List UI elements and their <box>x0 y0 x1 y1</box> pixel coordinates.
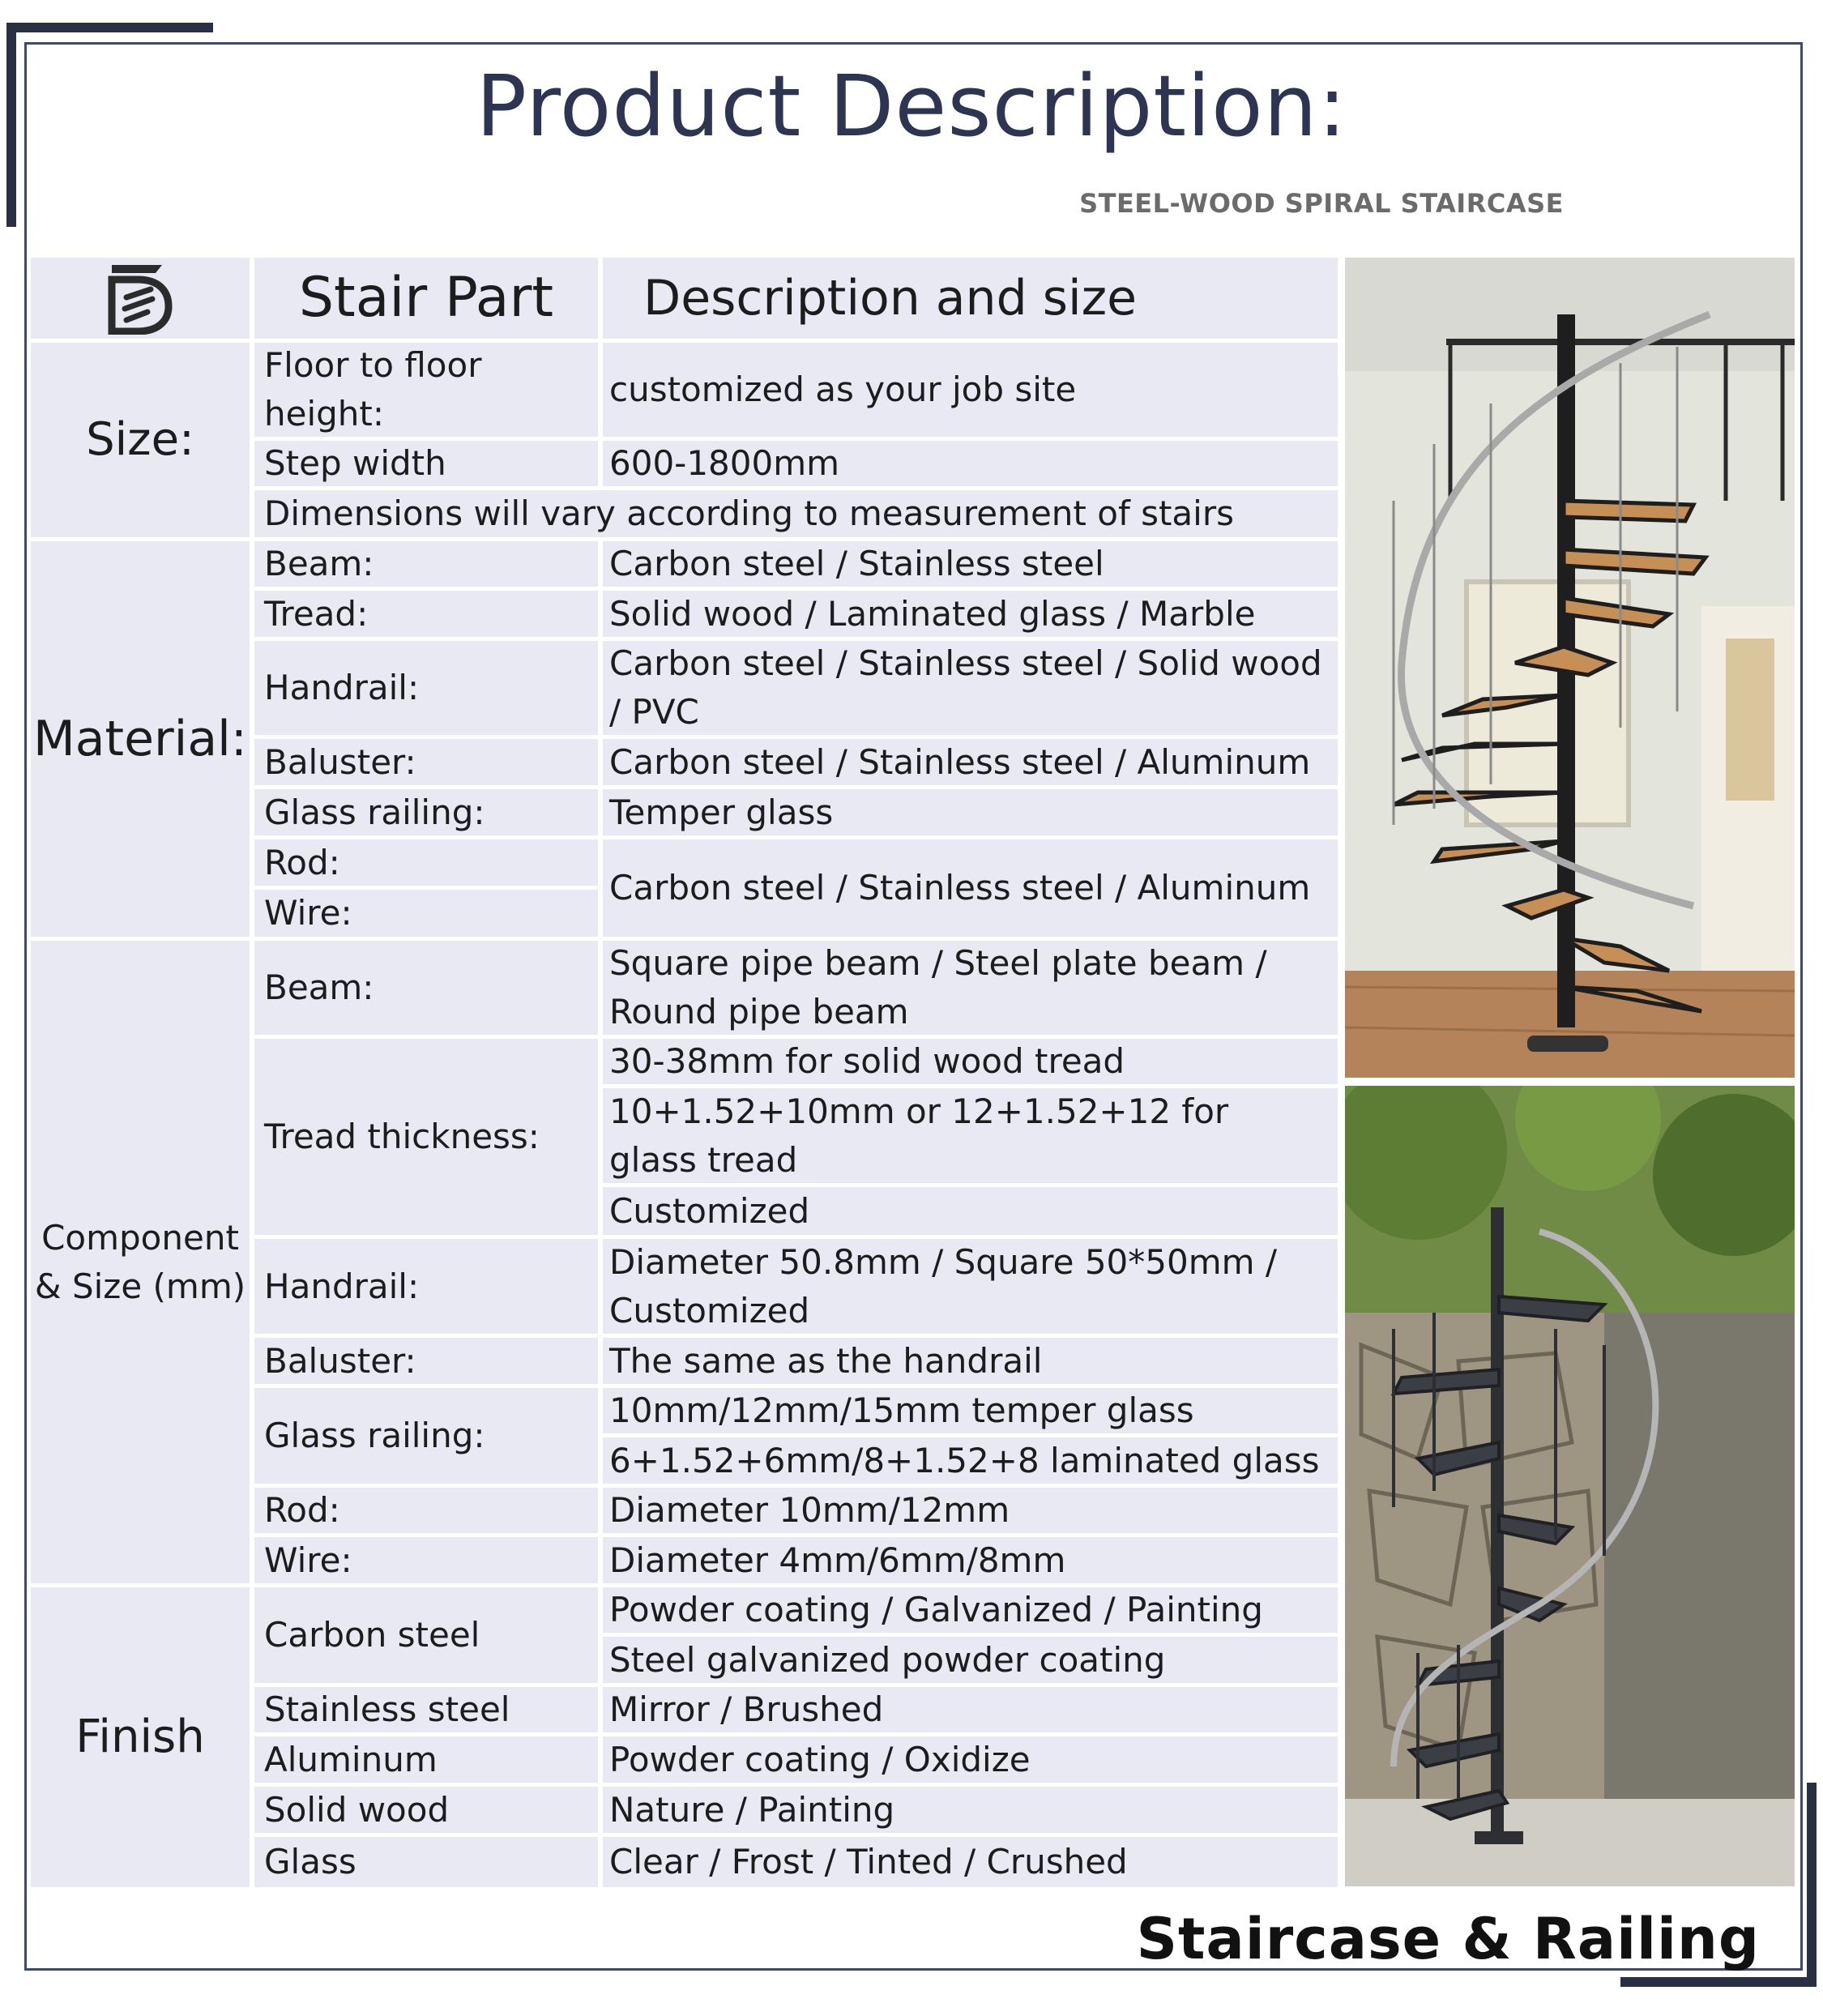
desc-step-width: 600-1800mm <box>603 441 1338 486</box>
part-component-handrail: Handrail: <box>254 1239 598 1334</box>
corner-decoration-right <box>1807 1783 1817 1985</box>
part-component-beam: Beam: <box>254 941 598 1035</box>
desc-component-tread-3: Customized <box>603 1187 1338 1235</box>
group-size: Size: <box>31 343 250 537</box>
part-finish-wood: Solid wood <box>254 1787 598 1833</box>
part-component-wire: Wire: <box>254 1537 598 1583</box>
part-material-glass: Glass railing: <box>254 789 598 835</box>
group-material: Material: <box>31 541 250 937</box>
desc-component-tread-2: 10+1.52+10mm or 12+1.52+12 for glass tread <box>603 1088 1338 1183</box>
part-finish-glass: Glass <box>254 1837 598 1887</box>
part-component-baluster: Baluster: <box>254 1338 598 1384</box>
desc-material-handrail: Carbon steel / Stainless steel / Solid wood / PVC <box>603 641 1338 735</box>
desc-component-baluster: The same as the handrail <box>603 1338 1338 1384</box>
desc-finish-carbon-2: Steel galvanized powder coating <box>603 1637 1338 1683</box>
desc-material-glass: Temper glass <box>603 789 1338 835</box>
desc-component-tread-1: 30-38mm for solid wood tread <box>603 1039 1338 1084</box>
desc-material-baluster: Carbon steel / Stainless steel / Aluminum <box>603 739 1338 785</box>
part-material-tread: Tread: <box>254 591 598 637</box>
desc-finish-stainless: Mirror / Brushed <box>603 1687 1338 1732</box>
part-component-rod: Rod: <box>254 1488 598 1533</box>
desc-component-glass-2: 6+1.52+6mm/8+1.52+8 laminated glass <box>603 1437 1338 1484</box>
desc-component-handrail: Diameter 50.8mm / Square 50*50mm / Customized <box>603 1239 1338 1334</box>
part-material-beam: Beam: <box>254 541 598 587</box>
page-subtitle: STEEL-WOOD SPIRAL STAIRCASE <box>1079 188 1564 219</box>
header-description: Description and size <box>603 258 1338 339</box>
part-step-width: Step width <box>254 441 598 486</box>
desc-material-tread: Solid wood / Laminated glass / Marble <box>603 591 1338 637</box>
desc-component-rod: Diameter 10mm/12mm <box>603 1488 1338 1533</box>
desc-component-beam: Square pipe beam / Steel plate beam / Round pipe beam <box>603 941 1338 1035</box>
desc-material-beam: Carbon steel / Stainless steel <box>603 541 1338 587</box>
part-material-rod: Rod: <box>254 839 598 886</box>
part-floor-height: Floor to floor height: <box>254 343 598 437</box>
page-title: Product Description: <box>476 57 1347 156</box>
part-finish-stainless: Stainless steel <box>254 1687 598 1732</box>
desc-component-glass-1: 10mm/12mm/15mm temper glass <box>603 1388 1338 1433</box>
indoor-staircase-photo <box>1345 258 1795 1078</box>
outdoor-staircase-photo <box>1345 1086 1795 1886</box>
part-component-glass: Glass railing: <box>254 1388 598 1484</box>
desc-finish-wood: Nature / Painting <box>603 1787 1338 1833</box>
corner-decoration-bottom <box>1620 1977 1817 1987</box>
logo-cell <box>31 258 250 339</box>
part-material-baluster: Baluster: <box>254 739 598 785</box>
brand-name: Staircase & Railing <box>1136 1906 1760 1972</box>
desc-floor-height: customized as your job site <box>603 343 1338 437</box>
desc-finish-glass: Clear / Frost / Tinted / Crushed <box>603 1837 1338 1887</box>
part-material-handrail: Handrail: <box>254 641 598 735</box>
part-component-tread: Tread thickness: <box>254 1039 598 1235</box>
brand-logo-icon <box>105 262 175 335</box>
group-finish: Finish <box>31 1587 250 1887</box>
part-finish-carbon: Carbon steel <box>254 1587 598 1683</box>
desc-finish-carbon-1: Powder coating / Galvanized / Painting <box>603 1587 1338 1633</box>
part-material-wire: Wire: <box>254 890 598 937</box>
part-finish-aluminum: Aluminum <box>254 1736 598 1783</box>
corner-decoration-top <box>6 23 213 32</box>
desc-component-wire: Diameter 4mm/6mm/8mm <box>603 1537 1338 1583</box>
desc-material-rodwire: Carbon steel / Stainless steel / Aluminum <box>603 839 1338 937</box>
desc-finish-aluminum: Powder coating / Oxidize <box>603 1736 1338 1783</box>
header-stair-part: Stair Part <box>254 258 598 339</box>
size-note: Dimensions will vary according to measurement of stairs <box>254 490 1338 537</box>
group-component: Component & Size (mm) <box>31 941 250 1583</box>
